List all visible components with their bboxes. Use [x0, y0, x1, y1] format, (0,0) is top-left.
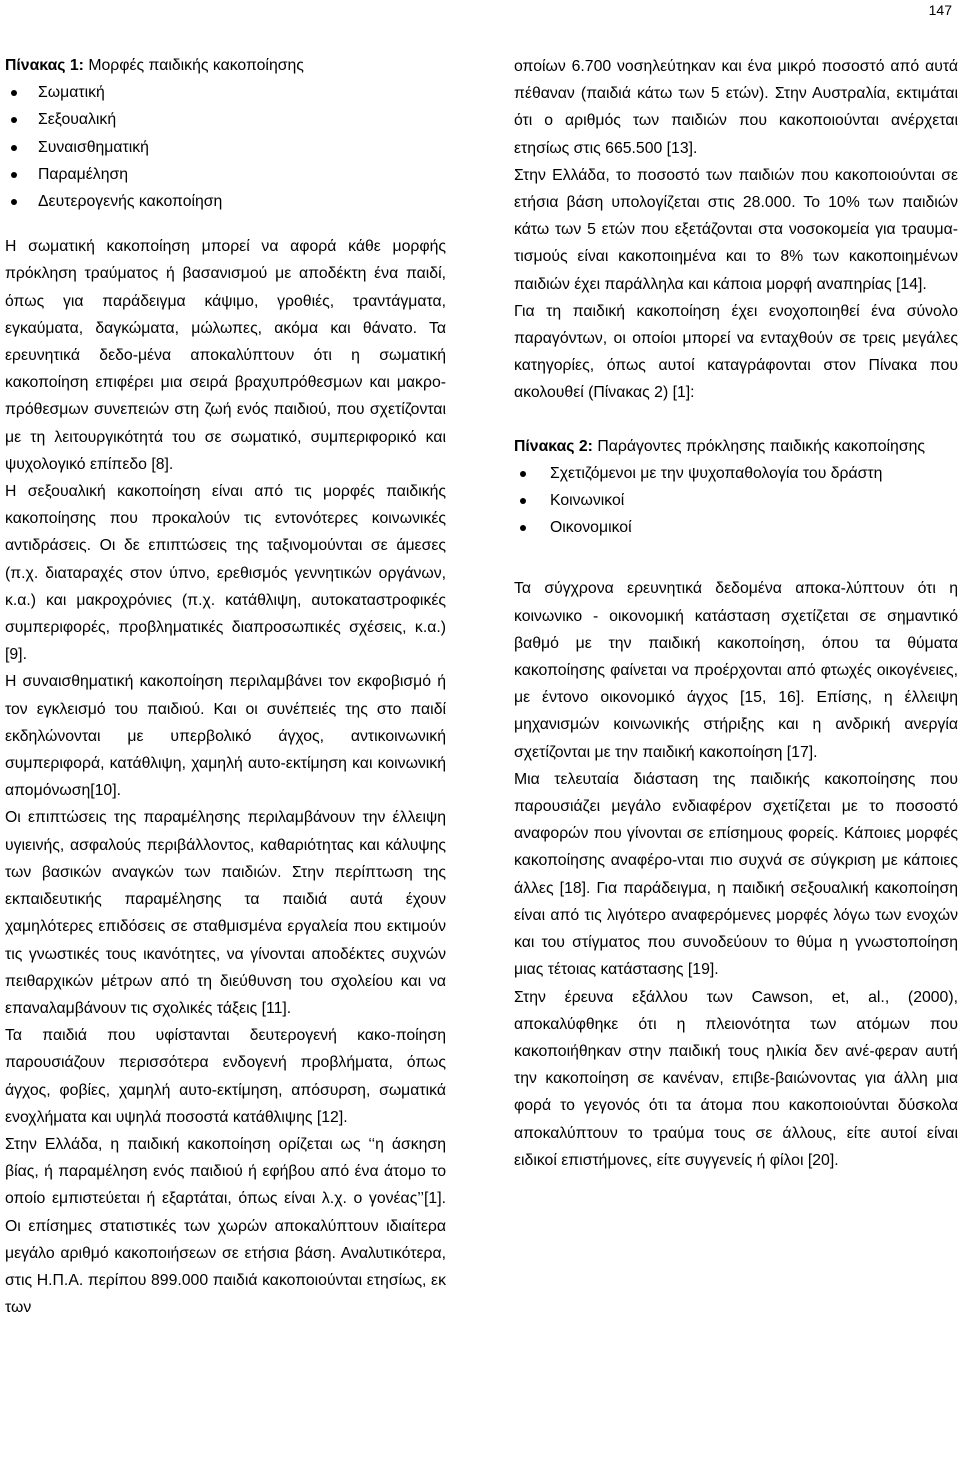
list-item: Συναισθηματική	[5, 134, 446, 161]
spacer	[514, 559, 958, 575]
list-item: Οικονομικοί	[514, 514, 958, 541]
list-item: Σωματική	[5, 79, 446, 106]
paragraph-physical-abuse: Η σωματική κακοποίηση μπορεί να αφορά κάθε μορφής πρόκληση τραύματος ή βασανισμού με αποδέκτη ένα παιδί, όπως για παράδειγμα κάψιμο, γροθιές, τραντάγματα, εγκαύματα, δαγκώματα, μώλωπες, ακόμα και θάνατο. Τα ερευνητικά δεδο-μένα αποκαλύπτουν ότι η σωματική κακοποίηση επιφέρει μια σειρά βραχυπρόθεσμων και μακρο-πρόθεσμων συνεπειών στη ζωή ενός παιδιού, που σχετίζονται με τη λειτουργικότητά του σε σωματικό, συμπεριφορικό και ψυχολογικό επίπεδο [8].	[5, 238, 446, 473]
paragraph-cawson-study: Στην έρευνα εξάλλου των Cawson, et, al., (2000), αποκαλύφθηκε ότι η πλειονότητα των ατόμων που κακοποιήθηκαν στην παιδική τους ηλικία δεν ανέ-φεραν αυτή την κακοποίηση σε κανέναν, επιβε-βαιώνοντας για άλλη μια φορά το γεγονός ότι τα άτομα που κακοποιούνται δύσκολα αποκαλύπτουν το τραύμα τους σε άλλους, είτε αυτοί είναι ειδικοί επιστήμονες, είτε συγγενείς ή φίλοι [20].	[514, 988, 958, 1169]
left-column	[5, 52, 446, 1321]
table-1-label: Πίνακας 1:	[5, 57, 84, 74]
page-number: 147	[928, 2, 952, 18]
paragraph-statistics: οποίων 6.700 νοσηλεύτηκαν και ένα μικρό ποσοστό από αυτά πέθαναν (παιδιά κάτω των 5 ετών). Στην Αυστραλία, εκτιμάται ότι ο αριθμός των παιδιών που κακοποιούνται ανέρχεται ετησίως στις 665.500 [13].	[514, 58, 958, 157]
table-2-caption: Παράγοντες πρόκλησης παιδικής κακοποίησης	[592, 437, 925, 455]
table-1-title	[5, 52, 446, 79]
list-item: Κοινωνικοί	[514, 487, 958, 514]
paragraph-factors: Για τη παιδική κακοποίηση έχει ενοχοποιηθεί ένα σύνολο παραγόντων, οι οποίοι μπορεί να ενταχθούν σε τρεις μεγάλες κατηγορίες, όπως αυτοί καταγράφονται στον Πίνακα που ακολουθεί (Πίνακας 2) [1]:	[514, 302, 958, 402]
table-2-title	[514, 433, 958, 460]
list-item: Σεξουαλική	[5, 106, 446, 133]
paragraph-neglect: Οι επιπτώσεις της παραμέλησης περιλαμβάνουν την έλλειψη υγιεινής, ασφαλούς περιβάλλοντος, καθαριότητας και κάλυψης των βασικών αναγκών των παιδιών. Στην περίπτωση της εκπαιδευτικής παραμέλησης τα παιδιά αυτά έχουν χαμηλότερες επιδόσεις σε σταθμισμένα εργαλεία που εκτιμούν τις γνωστικές τους ικανότητες, να γίνονται αποδέκτες συχνών πειθαρχικών μέτρων από τη διεύθυνση του σχολείου και να επαναλαμβάνουν τις σχολικές τάξεις [11].	[5, 809, 446, 1017]
table-2-list	[514, 460, 958, 542]
right-column	[514, 53, 958, 1174]
paragraph-emotional-abuse: Η συναισθηματική κακοποίηση περιλαμβάνει τον εκφοβισμό ή τον εγκλεισμό του παιδιού. Και οι συνέπειές της στο παιδί εκδηλώνονται με υπερβολικό άγχος, αντικοινωνική συμπεριφορά, κατάθλιψη, χαμηλή αυτο-εκτίμηση και κοινωνική απομόνωση[10].	[5, 673, 446, 800]
list-item: Σχετιζόμενοι με την ψυχοπαθολογία του δράστη	[514, 460, 958, 487]
paragraph-sexual-abuse: Η σεξουαλική κακοποίηση είναι από τις μορφές παιδικής κακοποίησης που προκαλούν τις εντονότερες κοινωνικές αντιδράσεις. Οι δε επιπτώσεις της ταξινομούνται σε άμεσες (π.χ. διαταραχές στον ύπνο, ερεθισμός γεννητικών οργάνων, κ.α.) και μακροχρόνιες (π.χ. κατάθλιψη, αυτοκαταστροφικές συμπεριφορές, προβληματικές διαπροσωπικές σχέσεις, κ.α.)[9].	[5, 483, 446, 664]
paragraph-secondary-abuse: Τα παιδιά που υφίστανται δευτερογενή κακο-ποίηση παρουσιάζουν περισσότερα ενδογενή προβλήματα, όπως άγχος, φοβίες, χαμηλή αυτο-εκτίμηση, απόσυρση, σωματικά ενοχλήματα και υψηλά ποσοστά κατάθλιψης [12].	[5, 1027, 446, 1126]
table-1-list	[5, 79, 446, 215]
paragraph-reporting: Μια τελευταία διάσταση της παιδικής κακοποίησης που παρουσιάζει μεγάλο ενδιαφέρον σχετίζεται με το ποσοστό αναφορών που γίνονται σε επίσημους φορείς. Κάποιες μορφές κακοποίησης αναφέρο-νται πιο συχνά σε σύγκριση με κάποιες άλλες [18]. Για παράδειγμα, η παιδική σεξουαλική κακοποίηση είναι από τις λιγότερο αναφερόμενες μορφές λόγω των ενοχών και του στίγματος που συνοδεύουν το θύμα η γνωστοποίηση μιας τέτοιας κατάστασης [19].	[514, 770, 958, 979]
table-1-caption: Μορφές παιδικής κακοποίησης	[83, 57, 304, 74]
list-item: Παραμέληση	[5, 161, 446, 188]
spacer	[514, 407, 958, 433]
paragraph-greece-definition: Στην Ελλάδα, η παιδική κακοποίηση ορίζεται ως ‘‘η άσκηση βίας, ή παραμέληση ενός παιδιού ή εφήβου από ένα άτομο το οποίο εμπιστεύεται ή εξαρτάται, όπως είναι λ.χ. ο γονέας’’[1]. Οι επίσημες στατιστικές των χωρών αποκαλύπτουν ιδιαίτερα μεγάλο αριθμό κακοποιήσεων σε ετήσια βάση. Αναλυτικότερα, στις Η.Π.Α. περίπου 899.000 παιδιά κακοποιούνται ετησίως, εκ των	[5, 1135, 446, 1317]
table-2-label: Πίνακας 2:	[514, 437, 593, 455]
paragraph-greece-statistics: Στην Ελλάδα, το ποσοστό των παιδιών που κακοποιούνται σε ετήσια βάση υπολογίζεται στις 28.000. Το 10% των παιδιών κάτω των 5 ετών που εξετάζονται στα νοσοκομεία για τραυμα- τισμούς είναι κακοποιημένα και το 8% των κακοποιημένων παιδιών έχει παράλληλα και κάποια μορφή αναπηρίας [14].	[514, 166, 958, 293]
paragraph-socioeconomic: Τα σύγχρονα ερευνητικά δεδομένα αποκα-λύπτουν ότι η κοινωνικο - οικονομική κατάσταση σχετίζεται σε σημαντικό βαθμό με την παιδική κακοποίηση, όπου τα θύματα κακοποίησης φαίνεται να προέρχονται από φτωχές οικογένειες, με έντονο οικονομικό άγχος [15, 16]. Επίσης, η έλλειψη μηχανισμών κοινωνικής στήριξης και η ανδρική ανεργία σχετίζονται με την παιδική κακοποίηση [17].	[514, 580, 958, 761]
list-item: Δευτερογενής κακοποίηση	[5, 188, 446, 215]
